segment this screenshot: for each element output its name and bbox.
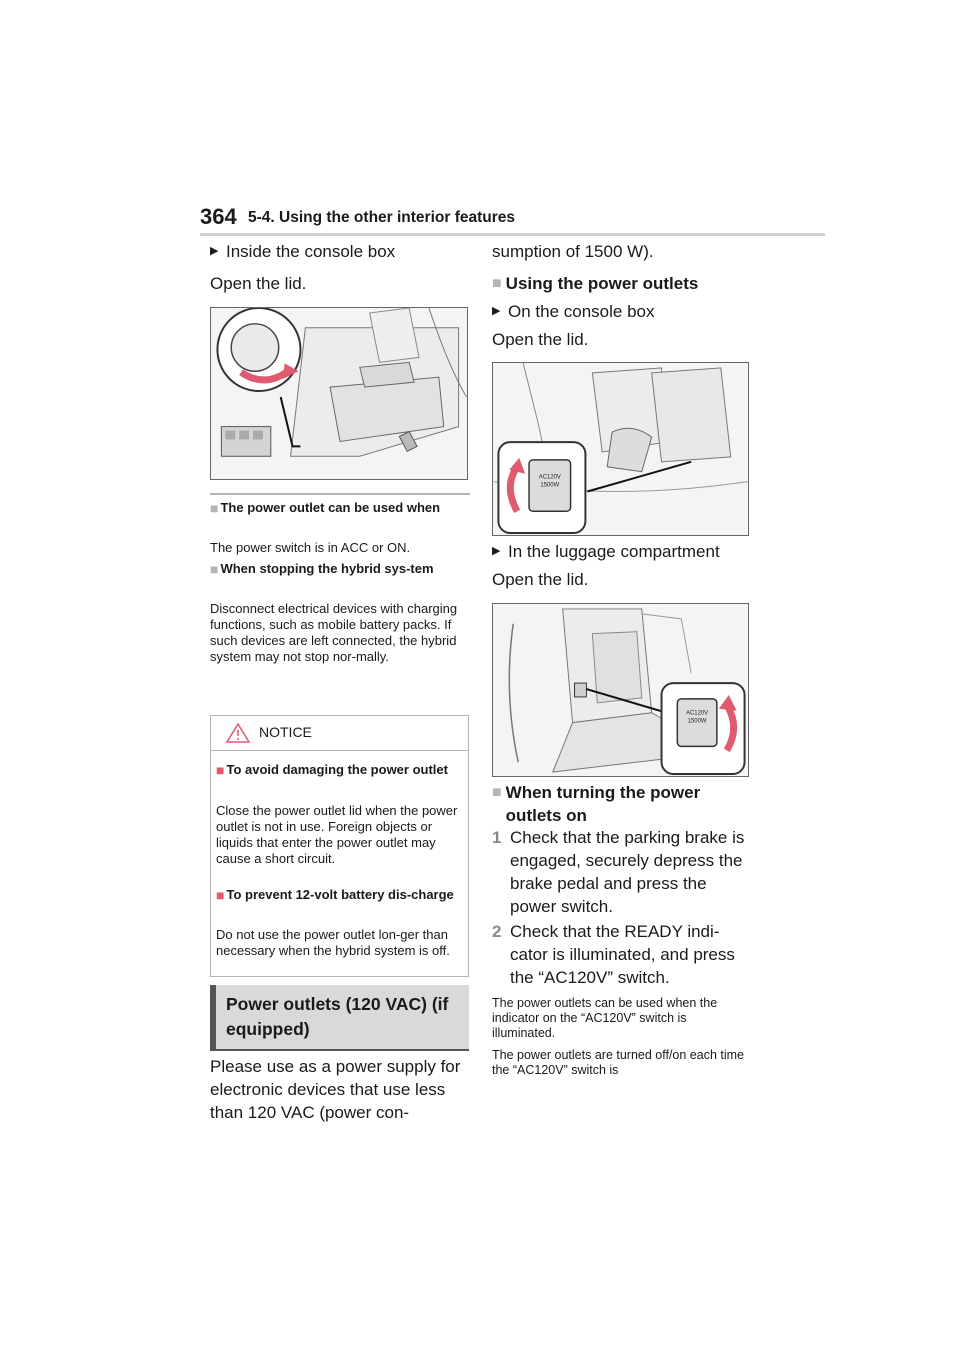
using-outlets-head: ■ Using the power outlets (492, 274, 699, 293)
triangle-bullet-icon: ▶ (492, 305, 501, 317)
instruction-open-lid: Open the lid. (210, 274, 307, 293)
console-outlet-illustration (492, 362, 749, 536)
instruction-open-lid: Open the lid. (492, 570, 589, 589)
heading-rule (210, 1049, 469, 1051)
note-outlet-usable-head: ■ The power outlet can be used when (210, 500, 441, 516)
power-outlets-heading: Power outlets (120 VAC) (if equipped) (210, 985, 469, 1049)
warning-triangle-icon (225, 722, 251, 744)
step-2 (492, 920, 747, 989)
console-box-drawing (211, 308, 467, 479)
divider (210, 493, 470, 495)
note-stopping-hybrid-text: Disconnect electrical devices with charging functions, such as mobile battery packs. If such devices are left connected, the hybrid system may not stop nor-mally. (210, 601, 458, 664)
square-bullet-icon: ■ (492, 275, 502, 292)
page-number: 364 (200, 204, 237, 229)
outlet-indicator-note: The power outlets can be used when the indicator on the “AC120V” switch is illuminated. (492, 996, 718, 1040)
luggage-outlet-drawing (493, 604, 748, 776)
notice-item2-text: Do not use the power outlet lon-ger than necessary when the hybrid system is off. (216, 927, 450, 958)
notice-item1-head: ■ To avoid damaging the power outlet (216, 762, 448, 778)
power-intro-continued: sumption of 1500 W). (492, 242, 654, 261)
step-1 (492, 826, 747, 918)
luggage-outlet-illustration (492, 603, 749, 777)
console-box-subhead: ▶ Inside the console box (210, 242, 396, 261)
step-2-text: Check that the READY indi-cator is illuminated, and press the “AC120V” switch. (510, 922, 735, 987)
step-1-number: 1 (492, 828, 502, 847)
console-outlet-drawing (493, 363, 748, 535)
square-bullet-icon: ■ (492, 784, 502, 801)
square-bullet-icon: ■ (210, 561, 219, 577)
outlet-label-text: AC120V (686, 710, 709, 717)
turning-on-head: ■ When turning the power outlets on (492, 783, 701, 825)
notice-item1-text: Close the power outlet lid when the power outlet is not in use. Foreign objects or liquids that enter the power outlet may cause a short circuit. (216, 803, 458, 866)
instruction-open-lid: Open the lid. (492, 330, 589, 349)
notice-box (210, 715, 469, 977)
note-outlet-usable-text: The power switch is in ACC or ON. (210, 540, 411, 555)
section-title: 5-4. Using the other interior features (248, 209, 515, 226)
page-header (200, 204, 825, 236)
square-bullet-icon: ■ (210, 500, 219, 516)
luggage-subhead: ▶ In the luggage compartment (492, 542, 720, 561)
header-rule (200, 233, 825, 236)
notice-label: NOTICE (259, 724, 312, 740)
on-console-box-subhead: ▶ On the console box (492, 302, 655, 321)
power-intro-text: Please use as a power supply for electronic devices that use less than 120 VAC (power con- (210, 1057, 461, 1122)
console-box-outlet-illustration (210, 307, 468, 480)
notice-item2-head: ■ To prevent 12-volt battery dis-charge (216, 887, 454, 903)
notice-header (211, 716, 468, 751)
outlet-label-text: AC120V (538, 474, 561, 481)
outlet-watts-text: 1500W (540, 482, 560, 489)
note-stopping-hybrid-head: ■ When stopping the hybrid sys-tem (210, 561, 434, 577)
triangle-bullet-icon: ▶ (210, 245, 219, 257)
triangle-bullet-icon: ▶ (492, 545, 501, 557)
step-2-number: 2 (492, 922, 502, 941)
outlet-watts-text: 1500W (687, 718, 707, 725)
step-1-text: Check that the parking brake is engaged, securely depress the brake pedal and press the power switch. (510, 828, 745, 916)
square-bullet-icon: ■ (216, 887, 225, 903)
square-bullet-icon: ■ (216, 762, 225, 778)
outlet-toggle-note: The power outlets are turned off/on each time the “AC120V” switch is (492, 1048, 745, 1077)
